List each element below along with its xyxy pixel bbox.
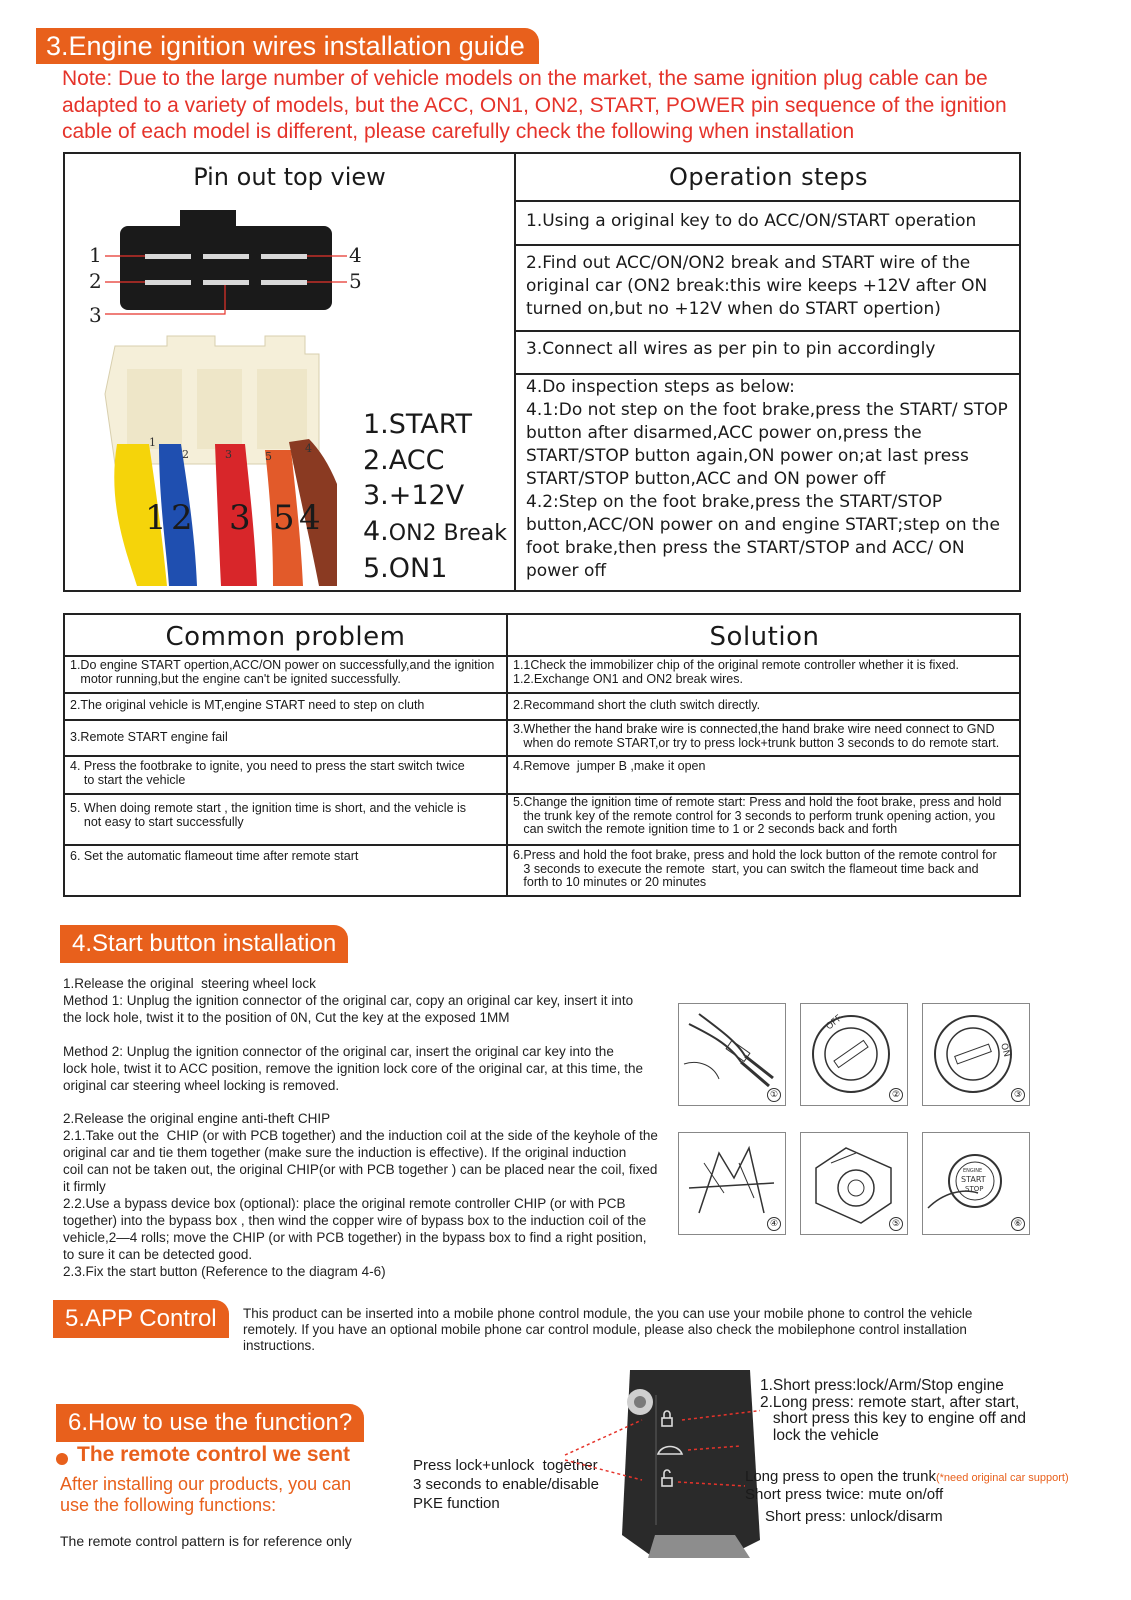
solution-cell: 1.1Check the immobilizer chip of the original remote controller whether it is fixed. 1.2.Exchange ON1 and ON2 break wires. xyxy=(513,658,960,686)
trunk-button-text xyxy=(745,1468,1069,1487)
problem-cell: 1.Do engine START opertion,ACC/ON power on successfully,and the ignition motor running,but the engine can't be ignited successfully. xyxy=(70,658,495,686)
reference-note: The remote control pattern is for reference only xyxy=(60,1533,352,1549)
row-divider xyxy=(516,373,1021,375)
wire-number: 1 xyxy=(145,498,167,538)
row-divider xyxy=(65,755,1021,757)
engine-label: ENGINE xyxy=(963,1168,983,1174)
problem-cell: 2.The original vehicle is MT,engine START need to step on cluth xyxy=(70,698,425,712)
pin-label: 1 xyxy=(89,243,102,267)
diagram-number: ⑥ xyxy=(1011,1217,1025,1231)
section-4-title: 4.Start button installation xyxy=(60,925,348,963)
on-label: ON xyxy=(998,1042,1012,1059)
connector-number: 1 xyxy=(149,436,156,449)
after-install-text: After installing our products, you can use the following functions: xyxy=(60,1474,352,1515)
solution-cell: 2.Recommand short the cluth switch directly. xyxy=(513,698,761,712)
pin-item xyxy=(363,514,507,552)
pin-item-label: ON2 Break xyxy=(388,520,507,546)
trunk-support-note: (*need original car support) xyxy=(935,1472,1069,1484)
pin-item-number: 4. xyxy=(363,515,389,547)
solution-cell: 6.Press and hold the foot brake, press and hold the lock button of the remote control for 3 seconds to execute the remote start, you can switch the flameout time back and forth to 10 minutes or 20 minutes xyxy=(513,848,997,889)
wire-number: 5 xyxy=(273,498,295,538)
section-6-title: 6.How to use the function? xyxy=(56,1404,364,1442)
solution-header: Solution xyxy=(709,622,820,652)
diagram-5-bypass-box xyxy=(800,1132,908,1235)
common-problem-header: Common problem xyxy=(165,622,406,652)
pin-item: 5.ON1 xyxy=(363,553,448,584)
problem-cell: 6. Set the automatic flameout time after remote start xyxy=(70,849,359,863)
row-divider xyxy=(516,244,1021,246)
sec5-text: This product can be inserted into a mobile phone control module, the you can use your mobile phone to control the vehicle remotely. If you have an optional mobile phone car control module, please also check the mobilephone control installation instructions. xyxy=(243,1306,973,1353)
diagram-number: ③ xyxy=(1011,1088,1025,1102)
pinout-header: Pin out top view xyxy=(193,163,386,191)
pin-label: 4 xyxy=(349,243,362,267)
row-divider xyxy=(65,692,1021,694)
row-divider xyxy=(516,200,1021,202)
problem-solution-table xyxy=(63,613,1021,897)
diagram-4-chip-coil xyxy=(678,1132,786,1235)
pin-label: 2 xyxy=(89,269,102,293)
problem-cell: 5. When doing remote start , the ignition time is short, and the vehicle is not easy to start successfully xyxy=(70,801,467,829)
connector-number: 4 xyxy=(305,442,312,455)
pin-item: 2.ACC xyxy=(363,444,445,476)
section-3-title: 3.Engine ignition wires installation guide xyxy=(36,28,539,64)
problem-cell: 3.Remote START engine fail xyxy=(70,730,228,744)
pin-item: 1.START xyxy=(363,409,473,440)
start-label: START xyxy=(961,1175,986,1184)
problem-cell: 4. Press the footbrake to ignite, you need to press the start switch twice to start the vehicle xyxy=(70,759,465,787)
sec4-para1: 1.Release the original steering wheel lock Method 1: Unplug the ignition connector of the original car, copy an original car key, insert it into the lock hole, twist it to the position of 0N, Cut the key at the exposed 1MM xyxy=(63,976,634,1025)
sec4-para2: Method 2: Unplug the ignition connector of the original car, insert the original car key into the lock hole, twist it to ACC position, remove the ignition lock core of the original car, at this time, the original car steering wheel locking is removed. xyxy=(63,1044,644,1093)
diagram-6-start-button xyxy=(922,1132,1030,1235)
step-4: 4.Do inspection steps as below: 4.1:Do not step on the foot brake,press the START/ STOP button after disarmed,ACC power on,press the START/STOP button again,ON power on;at last press START/STOP button,ACC and ON power off 4.2:Step on the foot brake,press the START/STOP button,ACC/ON power on and engine START;step on the foot brake,then press the START/STOP and ACC/ ON power off xyxy=(526,377,1008,581)
solution-cell: 4.Remove jumper B ,make it open xyxy=(513,759,706,773)
row-divider xyxy=(516,330,1021,332)
pin-label: 5 xyxy=(349,269,362,293)
stop-label: STOP xyxy=(965,1185,984,1193)
unlock-button-text: Short press: unlock/disarm xyxy=(765,1508,943,1525)
remote-subtitle: The remote control we sent xyxy=(77,1443,351,1466)
sec4-para3: 2.Release the original engine anti-theft CHIP 2.1.Take out the CHIP (or with PCB together) and the induction coil at the side of the keyhole of the original car and tie them together (make sure the induction is effective). If the original induction coil can not be taken out, the original CHIP(or with PCB together ) can be placed near the coil, fixed it firmly 2.2.Use a bypass device box (optional): place the original remote controller CHIP (or with PCB together) into the bypass box , then wind the copper wire of bypass box to the induction coil of the vehicle,2—4 rolls; move the CHIP (or with PCB together) in the bypass box to find a right position, to sure it can be detected good. 2.3.Fix the start button (Reference to the diagram 4-6) xyxy=(63,1111,658,1279)
diagram-number: ② xyxy=(889,1088,903,1102)
wire-number: 3 xyxy=(229,498,251,538)
solution-cell: 5.Change the ignition time of remote start: Press and hold the foot brake, press and hold the trunk key of the remote control for 3 seconds to perform trunk opening action, you can switch the remote ignition time to 1 or 2 seconds back and forth xyxy=(513,795,1002,836)
step-2-text: 2.Find out ACC/ON/ON2 break and START wire of the original car (ON2 break:this wire keeps +12V after ON turned on,but no +12V when do START opertion) xyxy=(526,253,988,319)
off-label: OFF xyxy=(824,1013,845,1033)
connector-number: 3 xyxy=(225,448,232,461)
remote-key-image xyxy=(560,1360,760,1560)
lock-button-text: 1.Short press:lock/Arm/Stop engine 2.Long press: remote start, after start, short press this key to engine off and lock the vehicle xyxy=(760,1377,1026,1444)
solution-cell: 3.Whether the hand brake wire is connected,the hand brake wire need connect to GND when do remote START,or try to press lock+trunk button 3 seconds to do remote start. xyxy=(513,722,1000,750)
connector-top-view-diagram xyxy=(85,204,385,334)
pin-label: 3 xyxy=(89,303,102,327)
diagram-1-cutting-key xyxy=(678,1003,786,1106)
diagram-3-on-position xyxy=(922,1003,1030,1106)
step-1: 1.Using a original key to do ACC/ON/START operation xyxy=(526,211,977,231)
diagram-number: ① xyxy=(767,1088,781,1102)
row-divider xyxy=(65,655,1021,657)
connector-number: 5 xyxy=(265,450,272,463)
diagram-2-off-position xyxy=(800,1003,908,1106)
pin-assignment-list xyxy=(363,407,507,587)
connector-number: 2 xyxy=(182,448,189,461)
pinout-table xyxy=(63,152,1021,592)
operation-steps-header: Operation steps xyxy=(669,163,868,191)
wire-number: 2 xyxy=(171,498,193,538)
row-divider xyxy=(65,844,1021,846)
trunk-text: Long press to open the trunk xyxy=(745,1468,936,1485)
section-5-title: 5.APP Control xyxy=(53,1300,229,1338)
wire-number: 4 xyxy=(299,498,321,538)
mute-text: Short press twice: mute on/off xyxy=(745,1486,944,1503)
bullet-dot xyxy=(56,1453,68,1465)
diagram-number: ④ xyxy=(767,1217,781,1231)
table-divider xyxy=(514,154,516,590)
installation-note: Note: Due to the large number of vehicle models on the market, the same ignition plug cable can be adapted to a variety of models, but the ACC, ON1, ON2, START, POWER pin sequence of the ignition cable of each model is different, please carefully check the following when installation xyxy=(62,67,1007,143)
step-3: 3.Connect all wires as per pin to pin accordingly xyxy=(526,339,936,359)
pke-note: Press lock+unlock together 3 seconds to enable/disable PKE function xyxy=(413,1457,599,1512)
row-divider xyxy=(65,719,1021,721)
connector-wires-photo xyxy=(97,334,337,586)
pin-item: 3.+12V xyxy=(363,480,465,511)
diagram-number: ⑤ xyxy=(889,1217,903,1231)
step-2 xyxy=(526,252,1018,321)
